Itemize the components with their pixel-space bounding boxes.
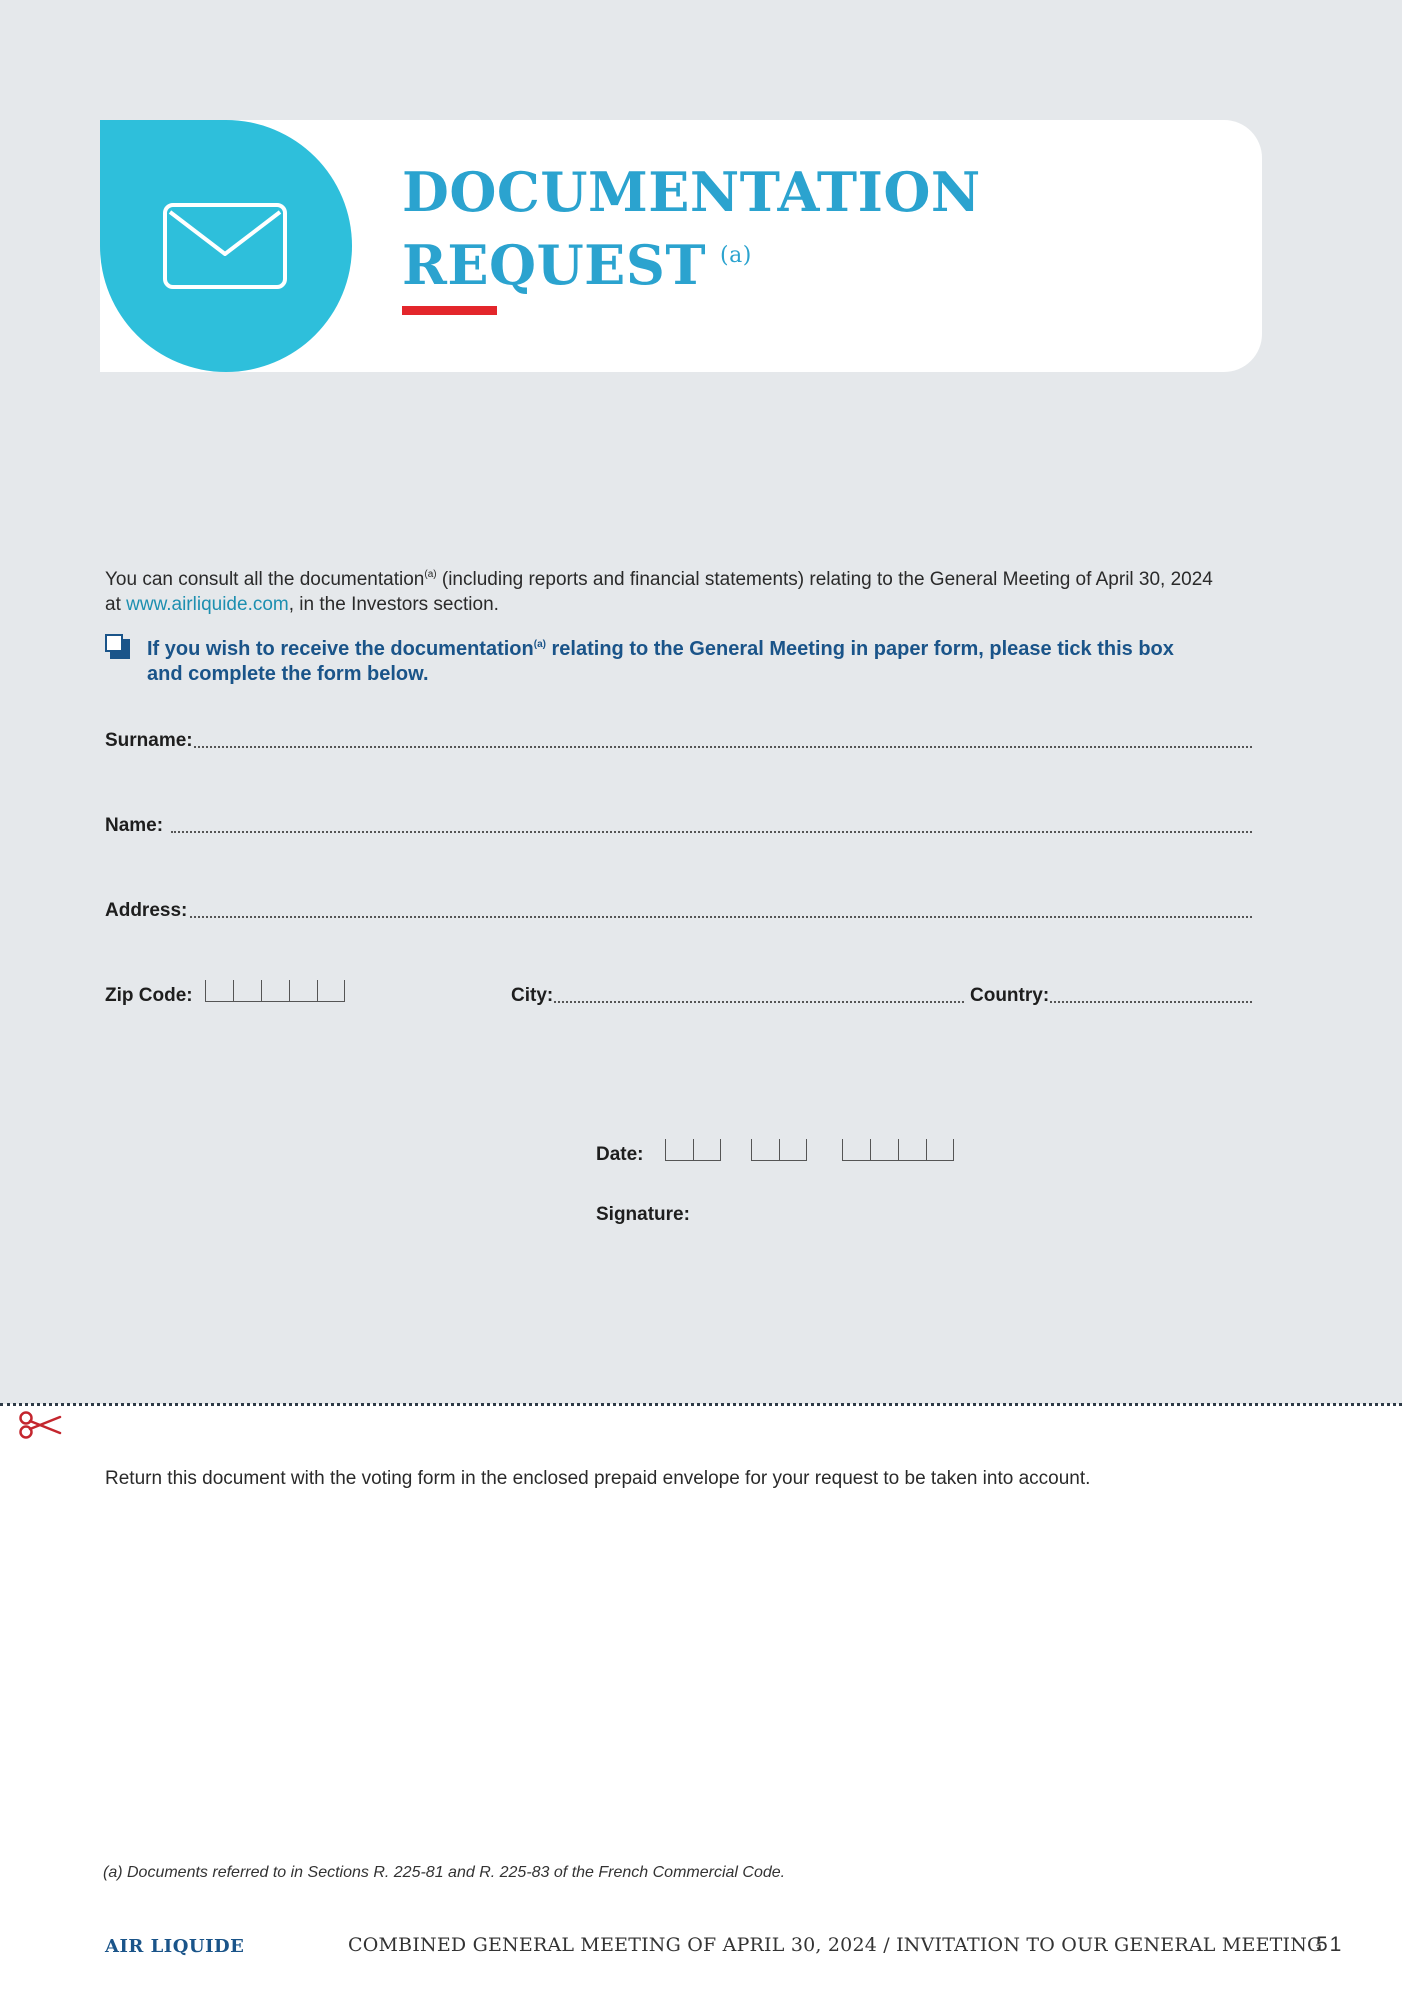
checkbox-label-line2: and complete the form below. [147,663,429,685]
date-digit-box [779,1139,807,1161]
address-field[interactable] [190,914,1252,918]
scissors-icon [18,1410,62,1440]
country-field[interactable] [1050,999,1252,1003]
footer-brand: AIR LIQUIDE [105,1936,245,1957]
checkbox-footnote-marker: (a) [533,639,546,650]
page-title [402,160,981,297]
surname-field[interactable] [194,744,1252,748]
paper-request-checkbox[interactable] [105,634,125,654]
envelope-icon [162,202,288,290]
zip-digit-box [233,980,261,1002]
title-footnote-marker: (a) [720,243,752,268]
checkbox-box [105,634,123,652]
date-digit-box [693,1139,721,1161]
date-digit-box [665,1139,693,1161]
website-link[interactable]: www.airliquide.com [126,594,289,615]
intro-line2-prefix: at [105,594,127,615]
cut-line [0,1403,1402,1406]
date-day-field[interactable] [665,1139,721,1161]
intro-text: You can consult all the documentation [105,569,425,590]
checkbox-label-cont: relating to the General Meeting in paper form, please tick this box [545,638,1174,660]
intro-line2-suffix: , in the Investors section. [288,594,499,615]
footer-title: COMBINED GENERAL MEETING OF APRIL 30, 2024 / INVITATION TO OUR GENERAL MEETING [348,1934,1323,1956]
date-digit-box [842,1139,870,1161]
zip-code-field[interactable] [205,980,345,1002]
signature-label: Signature: [596,1204,690,1225]
paper-request-label [147,632,1207,687]
date-digit-box [926,1139,954,1161]
city-field[interactable] [554,999,964,1003]
date-year-field[interactable] [842,1139,954,1161]
intro-footnote-marker: (a) [424,569,437,580]
date-label: Date: [596,1144,644,1165]
checkbox-label-text: If you wish to receive the documentation [147,638,534,660]
title-underline [402,306,497,315]
address-label: Address: [105,900,188,921]
intro-text-cont: (including reports and financial statements) relating to the General Meeting of April 30, 2024 [436,569,1213,590]
date-digit-box [870,1139,898,1161]
name-label: Name: [105,815,164,836]
country-label: Country: [970,985,1050,1006]
zip-digit-box [289,980,317,1002]
title-line-1: DOCUMENTATION [402,160,981,224]
page-number: 51 [1316,1933,1344,1956]
name-field[interactable] [171,829,1252,833]
intro-paragraph [105,562,1265,617]
title-line-2-text: REQUEST [402,233,707,297]
zip-digit-box [205,980,233,1002]
zip-code-label: Zip Code: [105,985,193,1006]
footnote: (a) Documents referred to in Sections R. 225-81 and R. 225-83 of the French Commercial Code. [103,1864,786,1881]
city-label: City: [511,985,554,1006]
zip-digit-box [317,980,345,1002]
surname-label: Surname: [105,730,193,751]
date-digit-box [898,1139,926,1161]
date-digit-box [751,1139,779,1161]
zip-digit-box [261,980,289,1002]
date-month-field[interactable] [751,1139,807,1161]
title-line-2 [402,224,981,297]
return-instructions: Return this document with the voting form in the enclosed prepaid envelope for your request to be taken into account. [105,1468,1091,1489]
